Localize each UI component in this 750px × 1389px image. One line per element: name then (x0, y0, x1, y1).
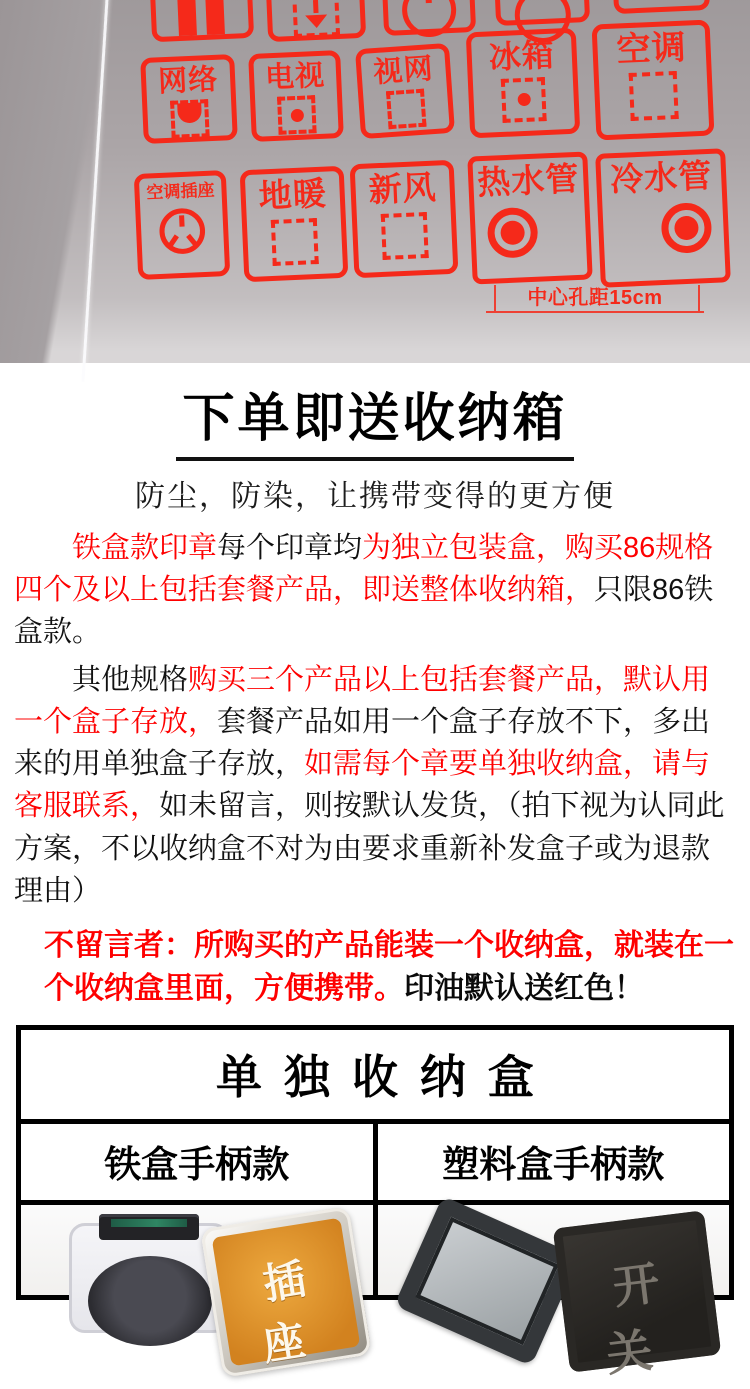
stencil-tile-network (140, 54, 238, 144)
text-segment: 为独立包装盒，购买86规格四个及以上包括套餐产品，即送整体收纳箱， (14, 532, 713, 606)
stencil-tile-aircon (592, 19, 715, 140)
text-segment: 购买三个产品以上包括套餐产品，默认用一个盒子存放， (14, 664, 710, 738)
dimension-line (486, 311, 704, 313)
square-icon (271, 218, 319, 266)
stencil-label: 空调插座 (139, 181, 222, 202)
plastic-handle-frame (394, 1195, 580, 1366)
stencil-tile-aircon-socket (134, 170, 231, 280)
rubber-stamp-face: 开关 (553, 1210, 722, 1372)
stencil-tile-tv (248, 50, 344, 142)
text-segment: 每个印章均 (217, 532, 362, 564)
dimension-label: 中心孔距15cm (486, 281, 704, 310)
stencil-tile-partial-5 (610, 0, 710, 14)
stencil-label: 热水管 (473, 162, 584, 201)
stencil-label: 网络 (146, 64, 231, 98)
ring-dot-icon (487, 206, 539, 258)
table-image-row (21, 1200, 729, 1295)
stencil-label: 冷水管 (601, 158, 722, 198)
text-segment: 如需每个章要单独收纳盒，请与客服联系， (14, 748, 710, 822)
stencil-tile-shiwang (355, 43, 455, 139)
column-header-iron-box: 铁盒手柄款 (21, 1124, 378, 1200)
iron-box-product-photo (21, 1205, 378, 1295)
storage-box-table (16, 1025, 734, 1300)
table-column-row (21, 1119, 729, 1200)
text-segment: 铁盒款印章 (72, 532, 217, 564)
square-dot-icon (501, 77, 547, 123)
promo-paragraph-3 (44, 924, 736, 1011)
stencil-photo (0, 0, 750, 363)
stencil-label: 电视 (254, 60, 337, 94)
gold-stamp-face: 插座 (211, 1217, 360, 1366)
stencil-tile-coldwater (595, 148, 731, 288)
stencil-label: 冰箱 (471, 38, 572, 76)
text-segment: 其他规格 (72, 664, 188, 696)
dimension-annotation (486, 281, 704, 313)
stencil-tile-floorheating (240, 166, 349, 282)
text-segment: 套餐产品如用一个盒子存放不下，多出来的用单独盒子存放， (14, 706, 710, 780)
stencil-label: 地暖 (245, 176, 340, 215)
text-segment: 只限86铁盒款。 (14, 574, 713, 648)
glass-edge-line (81, 0, 109, 382)
stencil-tile-fridge (466, 28, 581, 139)
table-header: 单独收纳盒 (21, 1030, 729, 1119)
promo-paragraph-1 (14, 527, 736, 653)
promo-title: 下单即送收纳箱 (176, 391, 573, 461)
power-circle-icon (401, 0, 457, 38)
case-handle (99, 1214, 199, 1240)
plug-arrow-icon (292, 0, 340, 38)
stencil-tile-freshair (350, 160, 459, 278)
square-icon (629, 71, 679, 121)
promo-section (0, 363, 750, 1011)
stencil-label: 视网 (361, 53, 447, 89)
power-socket-icon (140, 201, 224, 264)
promo-paragraph-2 (14, 659, 736, 911)
network-port-icon (170, 100, 210, 140)
stencil-tile-partial-3 (380, 0, 476, 36)
switch-bars-icon (175, 0, 196, 36)
column-header-plastic-box: 塑料盒手柄款 (378, 1124, 730, 1200)
stencil-tile-hotwater (467, 151, 592, 284)
stencil-label: 空调 (597, 30, 706, 70)
text-segment: 如未留言，则按默认发货，（拍下视为认同此方案，不以收纳盒不对为由要求重新补发盒子或为退款理由） (14, 790, 725, 906)
promo-paragraphs (0, 527, 750, 1010)
plastic-box-product-photo (378, 1205, 730, 1295)
square-icon (386, 89, 427, 130)
stencil-label: 新风 (355, 170, 450, 209)
square-icon (381, 212, 429, 260)
stencil-tile-partial-2 (264, 0, 366, 42)
ring-dot-icon (660, 202, 712, 254)
stencil-tile-partial-4 (492, 0, 590, 26)
text-segment: 不留言者：所购买的产品能装一个收纳盒，就装在一个收纳盒里面，方便携带。 (44, 929, 734, 1006)
square-dot-icon (277, 96, 317, 136)
promo-subtitle: 防尘，防染，让携带变得的更方便 (0, 471, 750, 515)
stamp-in-case (88, 1256, 212, 1346)
stencil-tile-partial-1 (148, 0, 254, 42)
text-segment: 印油默认送红色！ (404, 972, 644, 1005)
metal-frame-stamp (200, 1206, 372, 1378)
